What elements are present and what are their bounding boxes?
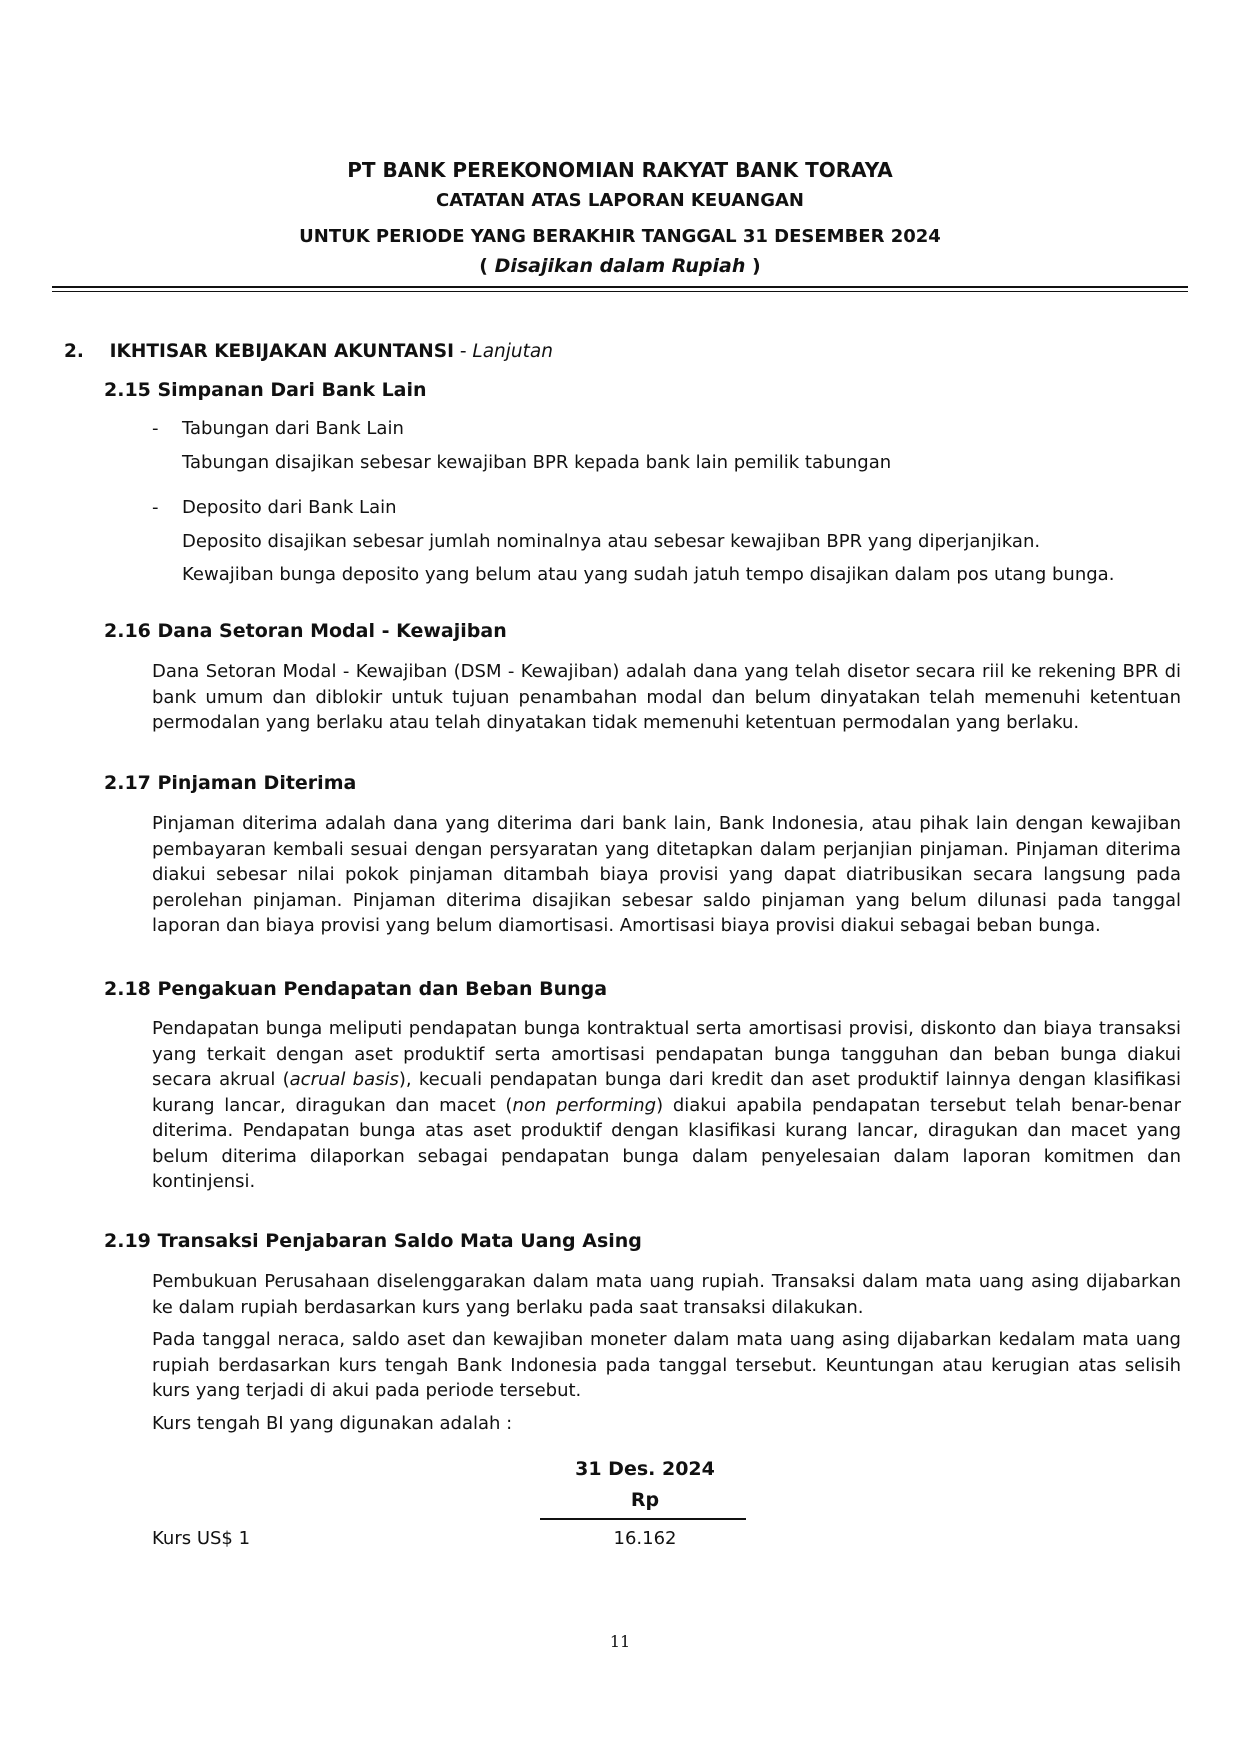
header-divider-thin [52,291,1188,292]
section-heading [64,341,553,362]
table-row-label: Kurs US$ 1 [152,1528,251,1549]
currency-close-paren: ) [752,255,761,277]
bullet-dash: - [152,418,159,439]
header-divider-thick [52,286,1188,288]
table-header-underline [540,1518,746,1520]
paragraph-2-18 [152,1016,1181,1195]
paragraph-2-19-1: Pembukuan Perusahaan diselenggarakan dalam mata uang rupiah. Transaksi dalam mata uang asing dijabarkan ke dalam rupiah berdasarkan kurs yang berlaku pada saat transaksi dilakukan. [152,1271,1181,1318]
subsection-title-2-17: 2.17 Pinjaman Diterima [104,772,357,794]
section-title: IKHTISAR KEBIJAKAN AKUNTANSI [109,341,454,362]
term-non-performing: non performing [512,1094,657,1116]
paragraph-2-19-2: Pada tanggal neraca, saldo aset dan kewajiban moneter dalam mata uang asing dijabarkan kedalam mata uang rupiah berdasarkan kurs tengah Bank Indonesia pada tanggal tersebut. Keuntungan atau kerugian atas selisih kurs yang terjadi di akui pada periode tersebut. [152,1329,1181,1401]
item-text-deposito-1: Deposito disajikan sebesar jumlah nominalnya atau sebesar kewajiban BPR yang diperjanjikan. [182,531,1041,552]
item-title-tabungan: Tabungan dari Bank Lain [182,418,404,439]
item-text-deposito-2: Kewajiban bunga deposito yang belum atau yang sudah jatuh tempo disajikan dalam pos utang bunga. [182,564,1115,585]
paragraph-2-17: Pinjaman diterima adalah dana yang diterima dari bank lain, Bank Indonesia, atau pihak lain dengan kewajiban pembayaran kembali sesuai dengan persyaratan yang ditetapkan dalam perjanjian pinjaman. Pinjaman diterima diakui sebesar nilai pokok pinjaman ditambah biaya provisi yang dapat diatribusikan secara langsung pada perolehan pinjaman. Pinjaman diterima disajikan sebesar saldo pinjaman yang belum dilunasi pada tanggal laporan dan biaya provisi yang belum diamortisasi. Amortisasi biaya provisi diakui sebagai beban bunga. [152,813,1181,936]
paragraph-2-16: Dana Setoran Modal - Kewajiban (DSM - Kewajiban) adalah dana yang telah disetor secara riil ke rekening BPR di bank umum dan diblokir untuk tujuan penambahan modal dan belum dinyatakan telah memenuhi ketentuan permodalan yang berlaku atau telah dinyatakan tidak memenuhi ketentuan permodalan yang berlaku. [152,661,1181,733]
subsection-title-2-19: 2.19 Transaksi Penjabaran Saldo Mata Uang Asing [104,1230,642,1252]
subsection-title-2-16: 2.16 Dana Setoran Modal - Kewajiban [104,620,507,642]
company-name: PT BANK PEREKONOMIAN RAKYAT BANK TORAYA [347,158,893,182]
currency-open-paren: ( [479,255,488,277]
term-acrual-basis: acrual basis [289,1069,399,1090]
page-number: 11 [609,1632,631,1651]
paragraph-2-18-part3: ) diakui apabila pendapatan tersebut telah benar-benar diterima. Pendapatan bunga atas aset produktif dengan klasifikasi kurang lancar, diragukan dan macet yang belum diterima dilaporkan sebagai pendapatan bunga dalam penyelesaian dalam laporan komitmen dan kontinjensi. [152,1094,1181,1192]
section-continued: Lanjutan [472,341,553,362]
paragraph-2-18-part1: Pendapatan bunga meliputi pendapatan bunga kontraktual serta amortisasi provisi, diskonto dan biaya transaksi yang terkait dengan aset produktif serta amortisasi pendapatan bunga tangguhan dan beban bunga diakui secara akrual ( [152,1018,1181,1090]
section-number: 2. [64,341,84,362]
subsection-title-2-18: 2.18 Pengakuan Pendapatan dan Beban Bunga [104,978,608,1000]
table-row-value: 16.162 [613,1528,677,1549]
report-period: UNTUK PERIODE YANG BERAKHIR TANGGAL 31 DESEMBER 2024 [299,226,941,247]
subsection-title-2-15: 2.15 Simpanan Dari Bank Lain [104,379,427,401]
section-separator: - [453,341,473,362]
table-column-date: 31 Des. 2024 [575,1458,715,1480]
report-title: CATATAN ATAS LAPORAN KEUANGAN [436,190,804,211]
item-text-tabungan: Tabungan disajikan sebesar kewajiban BPR kepada bank lain pemilik tabungan [182,452,892,473]
paragraph-2-18-part2: ), kecuali pendapatan bunga dari kredit dan aset produktif lainnya dengan klasifikasi kurang lancar, diragukan dan macet ( [152,1069,1181,1116]
currency-note [0,255,1240,277]
table-column-unit: Rp [630,1489,660,1511]
paragraph-2-19-3: Kurs tengah BI yang digunakan adalah : [152,1413,513,1434]
bullet-dash: - [152,497,159,518]
currency-note-text: Disajikan dalam Rupiah [494,255,746,277]
item-title-deposito: Deposito dari Bank Lain [182,497,397,518]
